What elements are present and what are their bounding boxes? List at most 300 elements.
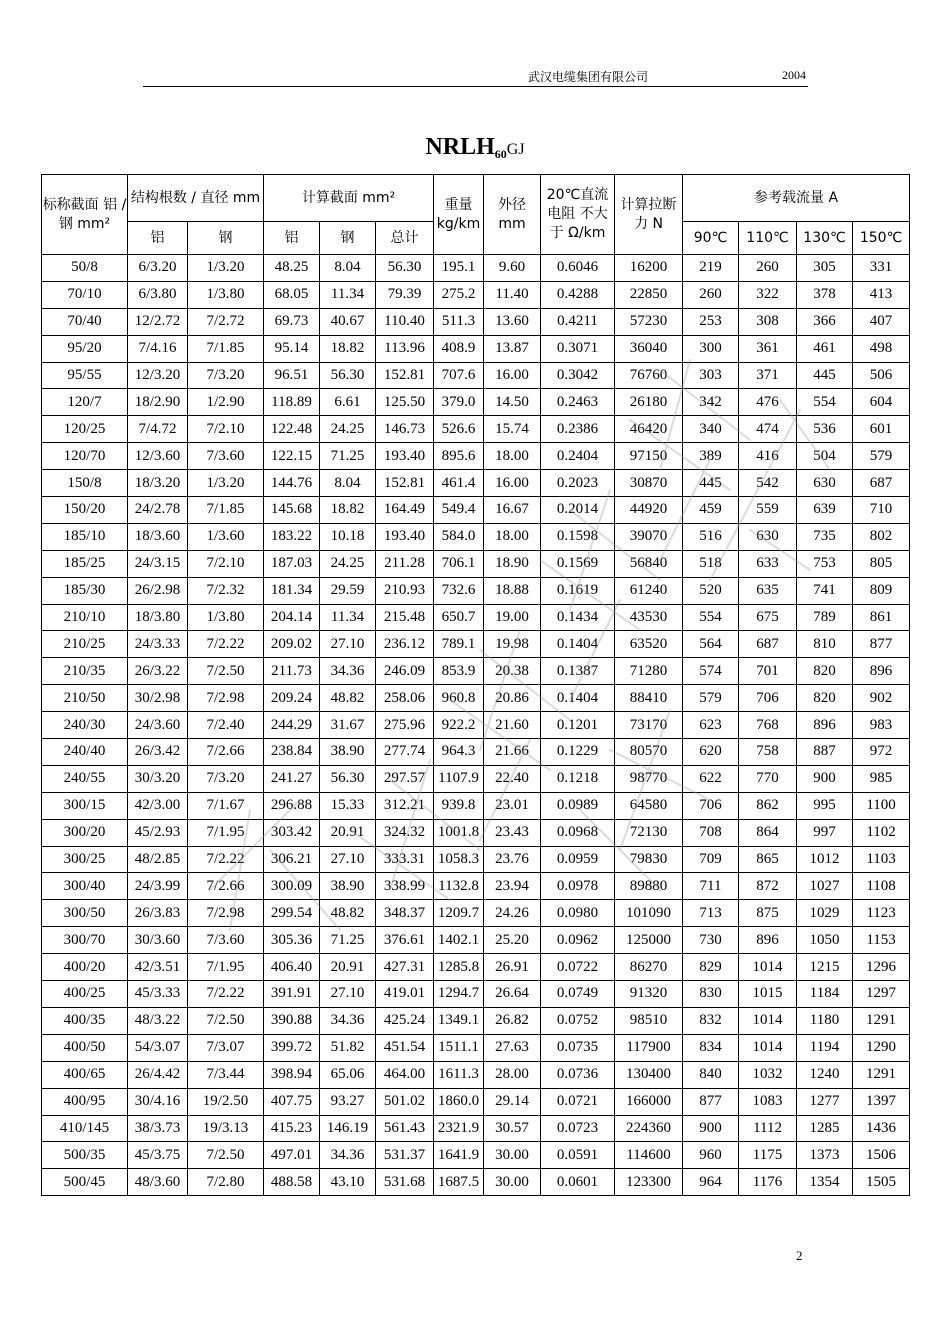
cell-strength: 98510 <box>615 1007 683 1034</box>
header-resistance: 20℃直流电阻 不大于 Ω/km <box>541 175 615 255</box>
cell-area-total: 531.68 <box>376 1169 434 1196</box>
cell-struct-al: 26/3.42 <box>128 739 188 766</box>
cell-resistance: 0.0722 <box>541 954 615 981</box>
cell-resistance: 0.2386 <box>541 416 615 443</box>
cell-resistance: 0.2014 <box>541 497 615 524</box>
cell-current-130: 810 <box>797 631 853 658</box>
cell-section: 210/35 <box>42 658 128 685</box>
cell-resistance: 0.3042 <box>541 362 615 389</box>
cell-current-150: 896 <box>853 658 910 685</box>
cell-resistance: 0.1598 <box>541 523 615 550</box>
cell-area-total: 258.06 <box>376 685 434 712</box>
cell-current-150: 1506 <box>853 1142 910 1169</box>
table-row <box>42 900 910 927</box>
cell-area-total: 376.61 <box>376 927 434 954</box>
cell-struct-al: 26/4.42 <box>128 1061 188 1088</box>
cell-diameter: 23.43 <box>484 819 541 846</box>
header-strength: 计算拉断力 N <box>615 175 683 255</box>
cell-diameter: 13.87 <box>484 335 541 362</box>
cell-area-al: 144.76 <box>264 470 320 497</box>
cell-section: 185/10 <box>42 523 128 550</box>
cell-section: 120/7 <box>42 389 128 416</box>
cell-current-110: 1014 <box>739 954 797 981</box>
cell-diameter: 24.26 <box>484 900 541 927</box>
cell-struct-steel: 19/2.50 <box>188 1088 264 1115</box>
cell-weight: 1349.1 <box>434 1007 484 1034</box>
cell-struct-al: 54/3.07 <box>128 1034 188 1061</box>
cell-current-110: 701 <box>739 658 797 685</box>
cell-current-90: 516 <box>683 523 739 550</box>
cell-current-110: 1176 <box>739 1169 797 1196</box>
table-row <box>42 523 910 550</box>
cell-current-110: 687 <box>739 631 797 658</box>
cell-current-150: 1397 <box>853 1088 910 1115</box>
cell-area-total: 451.54 <box>376 1034 434 1061</box>
cell-weight: 195.1 <box>434 255 484 282</box>
cell-current-150: 1108 <box>853 873 910 900</box>
table-row <box>42 1007 910 1034</box>
cell-diameter: 20.38 <box>484 658 541 685</box>
cell-current-90: 706 <box>683 792 739 819</box>
cell-diameter: 26.64 <box>484 981 541 1008</box>
cell-strength: 72130 <box>615 819 683 846</box>
cell-area-al: 96.51 <box>264 362 320 389</box>
cell-struct-steel: 7/2.22 <box>188 846 264 873</box>
cell-section: 210/25 <box>42 631 128 658</box>
cell-current-130: 997 <box>797 819 853 846</box>
table-row <box>42 981 910 1008</box>
cell-area-total: 210.93 <box>376 577 434 604</box>
cell-struct-al: 24/2.78 <box>128 497 188 524</box>
cell-current-110: 872 <box>739 873 797 900</box>
cell-section: 240/30 <box>42 712 128 739</box>
cell-struct-steel: 7/2.80 <box>188 1169 264 1196</box>
cell-struct-al: 18/3.80 <box>128 604 188 631</box>
cell-struct-al: 24/3.15 <box>128 550 188 577</box>
cell-section: 300/70 <box>42 927 128 954</box>
cell-current-90: 711 <box>683 873 739 900</box>
table-row <box>42 1115 910 1142</box>
cell-diameter: 16.00 <box>484 362 541 389</box>
cell-current-130: 504 <box>797 443 853 470</box>
cell-struct-al: 30/2.98 <box>128 685 188 712</box>
cell-area-steel: 27.10 <box>320 846 376 873</box>
cell-current-130: 820 <box>797 658 853 685</box>
table-row <box>42 281 910 308</box>
cell-resistance: 0.2404 <box>541 443 615 470</box>
cell-area-total: 297.57 <box>376 765 434 792</box>
cell-struct-steel: 7/1.67 <box>188 792 264 819</box>
cell-current-150: 902 <box>853 685 910 712</box>
cell-section: 240/40 <box>42 739 128 766</box>
spec-table-body <box>42 255 910 1196</box>
cell-current-90: 829 <box>683 954 739 981</box>
cell-section: 400/20 <box>42 954 128 981</box>
cell-area-steel: 71.25 <box>320 927 376 954</box>
cell-current-110: 361 <box>739 335 797 362</box>
cell-struct-al: 26/3.83 <box>128 900 188 927</box>
cell-area-total: 277.74 <box>376 739 434 766</box>
cell-diameter: 30.57 <box>484 1115 541 1142</box>
cell-current-110: 635 <box>739 577 797 604</box>
cell-current-110: 630 <box>739 523 797 550</box>
cell-current-130: 378 <box>797 281 853 308</box>
header-temp-150: 150℃ <box>853 222 910 255</box>
cell-area-al: 181.34 <box>264 577 320 604</box>
cell-current-130: 554 <box>797 389 853 416</box>
header-weight: 重量 kg/km <box>434 175 484 255</box>
cell-weight: 1107.9 <box>434 765 484 792</box>
cell-section: 300/50 <box>42 900 128 927</box>
header-current: 参考载流量 A <box>683 175 910 222</box>
cell-struct-al: 24/3.60 <box>128 712 188 739</box>
cell-struct-al: 42/3.51 <box>128 954 188 981</box>
cell-area-total: 275.96 <box>376 712 434 739</box>
cell-weight: 1058.3 <box>434 846 484 873</box>
cell-strength: 43530 <box>615 604 683 631</box>
cell-current-90: 459 <box>683 497 739 524</box>
cell-struct-al: 12/3.60 <box>128 443 188 470</box>
cell-area-steel: 34.36 <box>320 658 376 685</box>
cell-strength: 57230 <box>615 308 683 335</box>
cell-current-110: 770 <box>739 765 797 792</box>
cell-struct-al: 38/3.73 <box>128 1115 188 1142</box>
table-row <box>42 712 910 739</box>
cell-area-steel: 20.91 <box>320 954 376 981</box>
table-row <box>42 1142 910 1169</box>
table-row <box>42 308 910 335</box>
cell-strength: 36040 <box>615 335 683 362</box>
table-row <box>42 685 910 712</box>
cell-area-al: 183.22 <box>264 523 320 550</box>
cell-current-130: 820 <box>797 685 853 712</box>
cell-current-130: 639 <box>797 497 853 524</box>
cell-resistance: 0.4211 <box>541 308 615 335</box>
cell-area-steel: 29.59 <box>320 577 376 604</box>
cell-current-150: 407 <box>853 308 910 335</box>
cell-current-130: 1373 <box>797 1142 853 1169</box>
cell-strength: 88410 <box>615 685 683 712</box>
cell-diameter: 13.60 <box>484 308 541 335</box>
cell-resistance: 0.1201 <box>541 712 615 739</box>
cell-struct-al: 6/3.80 <box>128 281 188 308</box>
cell-section: 300/15 <box>42 792 128 819</box>
cell-section: 120/70 <box>42 443 128 470</box>
cell-current-130: 1184 <box>797 981 853 1008</box>
cell-weight: 2321.9 <box>434 1115 484 1142</box>
cell-struct-steel: 7/2.50 <box>188 1007 264 1034</box>
cell-area-steel: 34.36 <box>320 1007 376 1034</box>
table-row <box>42 765 910 792</box>
cell-current-110: 1014 <box>739 1007 797 1034</box>
cell-current-130: 1050 <box>797 927 853 954</box>
cell-resistance: 0.0959 <box>541 846 615 873</box>
cell-diameter: 16.67 <box>484 497 541 524</box>
cell-area-total: 464.00 <box>376 1061 434 1088</box>
cell-current-150: 579 <box>853 443 910 470</box>
cell-weight: 408.9 <box>434 335 484 362</box>
cell-current-110: 542 <box>739 470 797 497</box>
cell-area-total: 531.37 <box>376 1142 434 1169</box>
cell-strength: 101090 <box>615 900 683 927</box>
cell-area-steel: 38.90 <box>320 873 376 900</box>
cell-diameter: 21.60 <box>484 712 541 739</box>
cell-current-130: 735 <box>797 523 853 550</box>
cell-current-110: 896 <box>739 927 797 954</box>
cell-strength: 114600 <box>615 1142 683 1169</box>
cell-current-110: 322 <box>739 281 797 308</box>
cell-area-total: 193.40 <box>376 443 434 470</box>
cell-weight: 526.6 <box>434 416 484 443</box>
cell-struct-al: 18/3.20 <box>128 470 188 497</box>
cell-weight: 1687.5 <box>434 1169 484 1196</box>
cell-diameter: 23.76 <box>484 846 541 873</box>
header-area-al: 铝 <box>264 222 320 255</box>
table-row <box>42 577 910 604</box>
cell-current-150: 1102 <box>853 819 910 846</box>
cell-current-150: 1291 <box>853 1061 910 1088</box>
cell-area-steel: 11.34 <box>320 281 376 308</box>
cell-current-90: 518 <box>683 550 739 577</box>
cell-current-110: 864 <box>739 819 797 846</box>
cell-current-150: 805 <box>853 550 910 577</box>
cell-current-150: 506 <box>853 362 910 389</box>
cell-current-90: 622 <box>683 765 739 792</box>
cell-struct-steel: 7/2.10 <box>188 550 264 577</box>
cell-current-150: 1103 <box>853 846 910 873</box>
cell-resistance: 0.0989 <box>541 792 615 819</box>
cell-current-130: 753 <box>797 550 853 577</box>
cell-current-110: 1112 <box>739 1115 797 1142</box>
cell-current-90: 713 <box>683 900 739 927</box>
cell-current-130: 789 <box>797 604 853 631</box>
cell-current-110: 260 <box>739 255 797 282</box>
cell-weight: 895.6 <box>434 443 484 470</box>
cell-weight: 379.0 <box>434 389 484 416</box>
cell-struct-al: 12/2.72 <box>128 308 188 335</box>
cell-diameter: 26.91 <box>484 954 541 981</box>
cell-area-al: 303.42 <box>264 819 320 846</box>
cell-struct-al: 18/2.90 <box>128 389 188 416</box>
cell-strength: 97150 <box>615 443 683 470</box>
cell-area-al: 241.27 <box>264 765 320 792</box>
cell-area-total: 193.40 <box>376 523 434 550</box>
cell-area-al: 209.02 <box>264 631 320 658</box>
cell-current-110: 706 <box>739 685 797 712</box>
cell-struct-steel: 7/2.22 <box>188 981 264 1008</box>
cell-struct-steel: 7/1.95 <box>188 954 264 981</box>
cell-current-90: 840 <box>683 1061 739 1088</box>
cell-struct-steel: 7/2.66 <box>188 873 264 900</box>
cell-area-al: 122.48 <box>264 416 320 443</box>
cell-resistance: 0.0601 <box>541 1169 615 1196</box>
cell-strength: 91320 <box>615 981 683 1008</box>
cell-weight: 1209.7 <box>434 900 484 927</box>
cell-struct-steel: 7/2.32 <box>188 577 264 604</box>
cell-section: 400/50 <box>42 1034 128 1061</box>
table-row <box>42 739 910 766</box>
cell-current-90: 709 <box>683 846 739 873</box>
cell-strength: 224360 <box>615 1115 683 1142</box>
header-temp-110: 110℃ <box>739 222 797 255</box>
cell-area-al: 305.36 <box>264 927 320 954</box>
cell-strength: 64580 <box>615 792 683 819</box>
cell-resistance: 0.0735 <box>541 1034 615 1061</box>
table-row <box>42 819 910 846</box>
cell-current-150: 1290 <box>853 1034 910 1061</box>
cell-resistance: 0.1387 <box>541 658 615 685</box>
cell-strength: 61240 <box>615 577 683 604</box>
header-year: 2004 <box>782 68 806 82</box>
cell-weight: 275.2 <box>434 281 484 308</box>
header-diameter: 外径 mm <box>484 175 541 255</box>
cell-current-150: 1153 <box>853 927 910 954</box>
cell-area-al: 407.75 <box>264 1088 320 1115</box>
cell-section: 210/10 <box>42 604 128 631</box>
cell-weight: 706.1 <box>434 550 484 577</box>
table-row <box>42 792 910 819</box>
cell-area-steel: 48.82 <box>320 900 376 927</box>
cell-struct-steel: 1/3.20 <box>188 255 264 282</box>
spec-table <box>41 174 910 1196</box>
cell-strength: 80570 <box>615 739 683 766</box>
cell-area-al: 399.72 <box>264 1034 320 1061</box>
cell-section: 210/50 <box>42 685 128 712</box>
cell-struct-al: 30/4.16 <box>128 1088 188 1115</box>
cell-current-130: 896 <box>797 712 853 739</box>
cell-area-steel: 27.10 <box>320 981 376 1008</box>
cell-area-al: 300.09 <box>264 873 320 900</box>
cell-current-150: 413 <box>853 281 910 308</box>
table-row <box>42 954 910 981</box>
cell-strength: 63520 <box>615 631 683 658</box>
cell-current-90: 520 <box>683 577 739 604</box>
cell-area-al: 306.21 <box>264 846 320 873</box>
cell-struct-steel: 7/3.07 <box>188 1034 264 1061</box>
cell-struct-al: 12/3.20 <box>128 362 188 389</box>
cell-section: 95/55 <box>42 362 128 389</box>
cell-current-130: 1027 <box>797 873 853 900</box>
cell-current-90: 342 <box>683 389 739 416</box>
cell-struct-steel: 1/3.60 <box>188 523 264 550</box>
cell-current-150: 1291 <box>853 1007 910 1034</box>
cell-current-110: 1032 <box>739 1061 797 1088</box>
title-suffix: GJ <box>506 141 525 158</box>
cell-section: 70/10 <box>42 281 128 308</box>
cell-diameter: 28.00 <box>484 1061 541 1088</box>
cell-diameter: 30.00 <box>484 1142 541 1169</box>
cell-area-al: 204.14 <box>264 604 320 631</box>
cell-current-130: 1285 <box>797 1115 853 1142</box>
cell-strength: 123300 <box>615 1169 683 1196</box>
table-row <box>42 470 910 497</box>
cell-current-130: 461 <box>797 335 853 362</box>
cell-area-total: 215.48 <box>376 604 434 631</box>
cell-current-130: 995 <box>797 792 853 819</box>
cell-current-130: 1215 <box>797 954 853 981</box>
cell-current-110: 875 <box>739 900 797 927</box>
cell-diameter: 23.01 <box>484 792 541 819</box>
cell-weight: 511.3 <box>434 308 484 335</box>
cell-diameter: 18.00 <box>484 523 541 550</box>
cell-struct-steel: 7/3.60 <box>188 927 264 954</box>
cell-struct-al: 45/3.75 <box>128 1142 188 1169</box>
cell-struct-al: 45/2.93 <box>128 819 188 846</box>
cell-area-total: 501.02 <box>376 1088 434 1115</box>
cell-strength: 117900 <box>615 1034 683 1061</box>
cell-struct-steel: 1/2.90 <box>188 389 264 416</box>
cell-area-al: 122.15 <box>264 443 320 470</box>
cell-current-150: 802 <box>853 523 910 550</box>
cell-area-al: 48.25 <box>264 255 320 282</box>
cell-resistance: 0.4288 <box>541 281 615 308</box>
header-calc-area: 计算截面 mm² <box>264 175 434 222</box>
cell-area-total: 312.21 <box>376 792 434 819</box>
table-row <box>42 846 910 873</box>
cell-struct-steel: 7/2.22 <box>188 631 264 658</box>
cell-weight: 1402.1 <box>434 927 484 954</box>
cell-area-total: 236.12 <box>376 631 434 658</box>
cell-resistance: 0.6046 <box>541 255 615 282</box>
cell-area-al: 244.29 <box>264 712 320 739</box>
cell-struct-steel: 7/1.85 <box>188 497 264 524</box>
cell-strength: 125000 <box>615 927 683 954</box>
cell-diameter: 18.00 <box>484 443 541 470</box>
cell-diameter: 11.40 <box>484 281 541 308</box>
cell-section: 500/45 <box>42 1169 128 1196</box>
cell-strength: 79830 <box>615 846 683 873</box>
cell-area-steel: 8.04 <box>320 470 376 497</box>
page-header <box>143 66 808 87</box>
cell-area-al: 391.91 <box>264 981 320 1008</box>
cell-area-steel: 27.10 <box>320 631 376 658</box>
table-row <box>42 1034 910 1061</box>
cell-struct-steel: 7/2.10 <box>188 416 264 443</box>
cell-struct-al: 6/3.20 <box>128 255 188 282</box>
cell-current-110: 633 <box>739 550 797 577</box>
cell-resistance: 0.0752 <box>541 1007 615 1034</box>
cell-struct-steel: 7/2.66 <box>188 739 264 766</box>
cell-resistance: 0.0978 <box>541 873 615 900</box>
cell-weight: 960.8 <box>434 685 484 712</box>
cell-strength: 130400 <box>615 1061 683 1088</box>
cell-resistance: 0.0980 <box>541 900 615 927</box>
cell-area-al: 187.03 <box>264 550 320 577</box>
cell-current-130: 305 <box>797 255 853 282</box>
cell-area-total: 348.37 <box>376 900 434 927</box>
cell-current-110: 559 <box>739 497 797 524</box>
cell-section: 300/20 <box>42 819 128 846</box>
cell-current-150: 972 <box>853 739 910 766</box>
cell-current-150: 687 <box>853 470 910 497</box>
cell-area-total: 152.81 <box>376 470 434 497</box>
cell-resistance: 0.0721 <box>541 1088 615 1115</box>
cell-section: 400/25 <box>42 981 128 1008</box>
cell-resistance: 0.0968 <box>541 819 615 846</box>
page-title <box>0 134 950 162</box>
cell-weight: 853.9 <box>434 658 484 685</box>
cell-area-al: 488.58 <box>264 1169 320 1196</box>
cell-struct-al: 30/3.20 <box>128 765 188 792</box>
cell-current-130: 1194 <box>797 1034 853 1061</box>
cell-weight: 584.0 <box>434 523 484 550</box>
cell-area-steel: 71.25 <box>320 443 376 470</box>
cell-area-al: 390.88 <box>264 1007 320 1034</box>
cell-current-90: 564 <box>683 631 739 658</box>
cell-diameter: 23.94 <box>484 873 541 900</box>
table-row <box>42 362 910 389</box>
cell-weight: 939.8 <box>434 792 484 819</box>
